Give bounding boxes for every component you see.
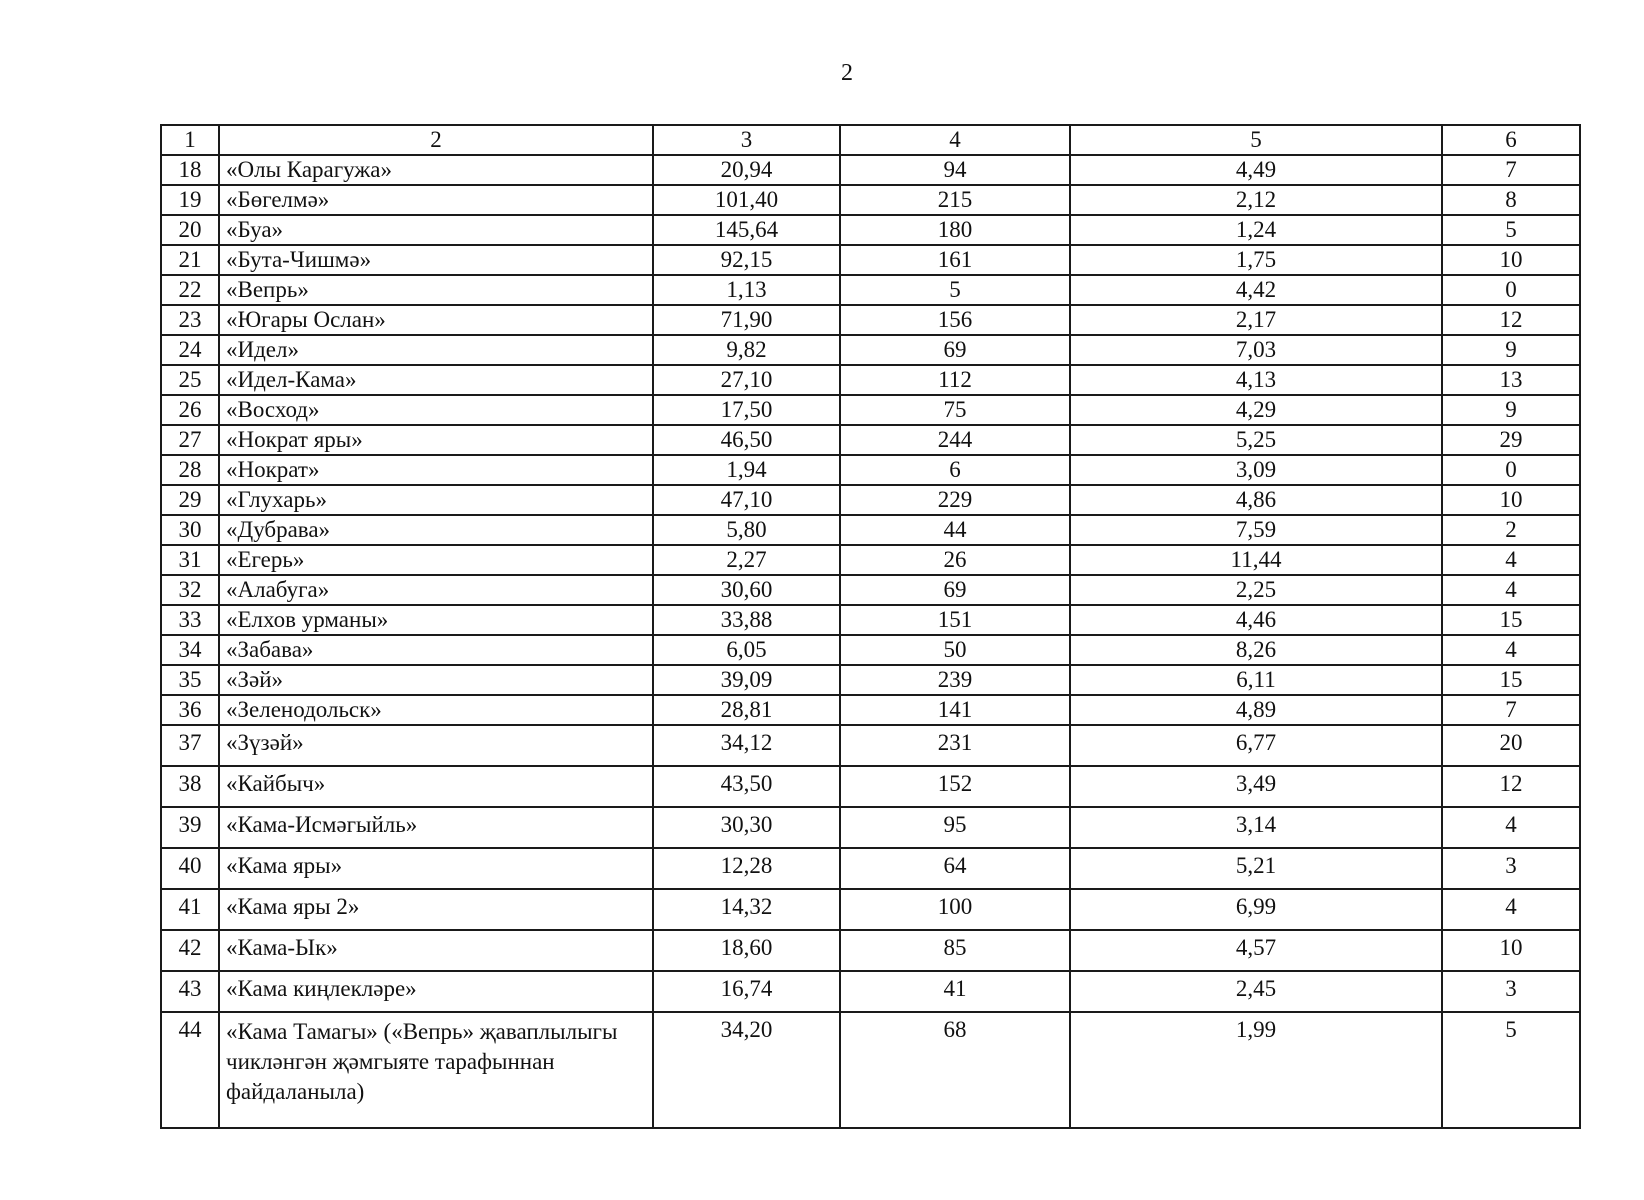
row-number-cell: 22 (161, 275, 219, 305)
column-3-cell: 14,32 (653, 889, 840, 930)
table-row (161, 335, 1580, 365)
row-number-cell: 42 (161, 930, 219, 971)
column-6-cell: 10 (1442, 930, 1580, 971)
column-4-cell: 180 (840, 215, 1070, 245)
row-number-cell: 38 (161, 766, 219, 807)
table-row (161, 848, 1580, 889)
organization-name-cell: «Кама-Исмәгыйль» (219, 807, 653, 848)
table-row (161, 766, 1580, 807)
column-3-cell: 28,81 (653, 695, 840, 725)
column-5-cell: 4,49 (1070, 155, 1442, 185)
column-3-cell: 17,50 (653, 395, 840, 425)
column-4-cell: 152 (840, 766, 1070, 807)
column-4-cell: 69 (840, 575, 1070, 605)
column-4-cell: 85 (840, 930, 1070, 971)
row-number-cell: 28 (161, 455, 219, 485)
row-number-cell: 20 (161, 215, 219, 245)
column-4-cell: 69 (840, 335, 1070, 365)
column-6-cell: 10 (1442, 485, 1580, 515)
organization-name-cell: «Кайбыч» (219, 766, 653, 807)
column-6-cell: 12 (1442, 766, 1580, 807)
row-number-cell: 41 (161, 889, 219, 930)
column-6-cell: 0 (1442, 455, 1580, 485)
row-number-cell: 37 (161, 725, 219, 766)
column-5-cell: 1,24 (1070, 215, 1442, 245)
column-4-cell: 231 (840, 725, 1070, 766)
column-4-cell: 94 (840, 155, 1070, 185)
column-5-cell: 4,86 (1070, 485, 1442, 515)
column-4-cell: 95 (840, 807, 1070, 848)
row-number-cell: 35 (161, 665, 219, 695)
table-row (161, 425, 1580, 455)
column-4-cell: 41 (840, 971, 1070, 1012)
organization-name-cell: «Дубрава» (219, 515, 653, 545)
column-4-cell: 239 (840, 665, 1070, 695)
header-cell-6: 6 (1442, 125, 1580, 155)
column-3-cell: 46,50 (653, 425, 840, 455)
row-number-cell: 44 (161, 1012, 219, 1128)
column-3-cell: 9,82 (653, 335, 840, 365)
table-row (161, 725, 1580, 766)
column-4-cell: 64 (840, 848, 1070, 889)
row-number-cell: 36 (161, 695, 219, 725)
row-number-cell: 29 (161, 485, 219, 515)
column-3-cell: 47,10 (653, 485, 840, 515)
organization-name-cell: «Зәй» (219, 665, 653, 695)
column-3-cell: 34,20 (653, 1012, 840, 1128)
organization-name-cell: «Елхов урманы» (219, 605, 653, 635)
column-5-cell: 6,77 (1070, 725, 1442, 766)
column-6-cell: 15 (1442, 605, 1580, 635)
column-4-cell: 141 (840, 695, 1070, 725)
column-3-cell: 39,09 (653, 665, 840, 695)
column-6-cell: 5 (1442, 215, 1580, 245)
column-4-cell: 50 (840, 635, 1070, 665)
row-number-cell: 30 (161, 515, 219, 545)
header-cell-5: 5 (1070, 125, 1442, 155)
column-3-cell: 1,13 (653, 275, 840, 305)
table-row (161, 155, 1580, 185)
column-6-cell: 3 (1442, 971, 1580, 1012)
column-5-cell: 3,49 (1070, 766, 1442, 807)
column-5-cell: 8,26 (1070, 635, 1442, 665)
organization-name-cell: «Югары Ослан» (219, 305, 653, 335)
table-row (161, 635, 1580, 665)
organization-name-cell: «Алабуга» (219, 575, 653, 605)
column-3-cell: 145,64 (653, 215, 840, 245)
table-row (161, 971, 1580, 1012)
organization-name-cell: «Бута-Чишмә» (219, 245, 653, 275)
column-5-cell: 2,12 (1070, 185, 1442, 215)
column-3-cell: 1,94 (653, 455, 840, 485)
column-3-cell: 101,40 (653, 185, 840, 215)
column-3-cell: 6,05 (653, 635, 840, 665)
column-4-cell: 68 (840, 1012, 1070, 1128)
column-4-cell: 44 (840, 515, 1070, 545)
table-row (161, 605, 1580, 635)
column-6-cell: 10 (1442, 245, 1580, 275)
table-row (161, 930, 1580, 971)
table-row (161, 185, 1580, 215)
row-number-cell: 43 (161, 971, 219, 1012)
header-cell-4: 4 (840, 125, 1070, 155)
table-row (161, 889, 1580, 930)
column-6-cell: 7 (1442, 155, 1580, 185)
column-6-cell: 4 (1442, 545, 1580, 575)
column-3-cell: 12,28 (653, 848, 840, 889)
table-row (161, 275, 1580, 305)
table-row (161, 545, 1580, 575)
column-5-cell: 2,25 (1070, 575, 1442, 605)
organization-name-cell: «Кама киңлекләре» (219, 971, 653, 1012)
column-5-cell: 2,45 (1070, 971, 1442, 1012)
column-5-cell: 1,75 (1070, 245, 1442, 275)
column-4-cell: 151 (840, 605, 1070, 635)
column-5-cell: 4,29 (1070, 395, 1442, 425)
organization-name-cell: «Кама Тамагы» («Вепрь» җаваплылыгы чикләнгән җәмгыяте тарафыннан файдаланыла) (219, 1012, 653, 1128)
column-5-cell: 3,09 (1070, 455, 1442, 485)
row-number-cell: 21 (161, 245, 219, 275)
row-number-cell: 32 (161, 575, 219, 605)
column-6-cell: 5 (1442, 1012, 1580, 1128)
column-4-cell: 75 (840, 395, 1070, 425)
row-number-cell: 27 (161, 425, 219, 455)
column-6-cell: 4 (1442, 575, 1580, 605)
column-3-cell: 33,88 (653, 605, 840, 635)
column-4-cell: 6 (840, 455, 1070, 485)
table-row (161, 485, 1580, 515)
column-5-cell: 1,99 (1070, 1012, 1442, 1128)
organization-name-cell: «Глухарь» (219, 485, 653, 515)
column-6-cell: 20 (1442, 725, 1580, 766)
column-6-cell: 15 (1442, 665, 1580, 695)
row-number-cell: 39 (161, 807, 219, 848)
table-row (161, 515, 1580, 545)
row-number-cell: 34 (161, 635, 219, 665)
column-3-cell: 20,94 (653, 155, 840, 185)
table-header-row (161, 125, 1580, 155)
column-5-cell: 5,21 (1070, 848, 1442, 889)
column-4-cell: 112 (840, 365, 1070, 395)
column-4-cell: 156 (840, 305, 1070, 335)
row-number-cell: 24 (161, 335, 219, 365)
organization-name-cell: «Бөгелмә» (219, 185, 653, 215)
column-5-cell: 6,99 (1070, 889, 1442, 930)
page-number: 2 (841, 60, 853, 86)
table-row (161, 245, 1580, 275)
column-3-cell: 92,15 (653, 245, 840, 275)
column-6-cell: 4 (1442, 889, 1580, 930)
data-table (160, 124, 1581, 1129)
column-4-cell: 26 (840, 545, 1070, 575)
organization-name-cell: «Восход» (219, 395, 653, 425)
organization-name-cell: «Вепрь» (219, 275, 653, 305)
column-6-cell: 13 (1442, 365, 1580, 395)
table-row (161, 1012, 1580, 1128)
column-5-cell: 3,14 (1070, 807, 1442, 848)
column-5-cell: 4,42 (1070, 275, 1442, 305)
row-number-cell: 23 (161, 305, 219, 335)
column-5-cell: 4,46 (1070, 605, 1442, 635)
column-5-cell: 7,03 (1070, 335, 1442, 365)
row-number-cell: 33 (161, 605, 219, 635)
column-4-cell: 100 (840, 889, 1070, 930)
table-row (161, 695, 1580, 725)
table-row (161, 395, 1580, 425)
column-3-cell: 2,27 (653, 545, 840, 575)
column-6-cell: 0 (1442, 275, 1580, 305)
column-3-cell: 71,90 (653, 305, 840, 335)
column-5-cell: 5,25 (1070, 425, 1442, 455)
column-6-cell: 8 (1442, 185, 1580, 215)
table-body (161, 125, 1580, 1128)
column-6-cell: 7 (1442, 695, 1580, 725)
header-cell-2: 2 (219, 125, 653, 155)
organization-name-cell: «Нократ» (219, 455, 653, 485)
row-number-cell: 18 (161, 155, 219, 185)
organization-name-cell: «Кама-Ык» (219, 930, 653, 971)
column-6-cell: 29 (1442, 425, 1580, 455)
organization-name-cell: «Зеленодольск» (219, 695, 653, 725)
column-3-cell: 5,80 (653, 515, 840, 545)
column-6-cell: 4 (1442, 807, 1580, 848)
organization-name-cell: «Кама яры» (219, 848, 653, 889)
header-cell-1: 1 (161, 125, 219, 155)
column-3-cell: 30,30 (653, 807, 840, 848)
column-3-cell: 18,60 (653, 930, 840, 971)
column-5-cell: 4,89 (1070, 695, 1442, 725)
header-cell-3: 3 (653, 125, 840, 155)
organization-name-cell: «Идел-Кама» (219, 365, 653, 395)
column-6-cell: 12 (1442, 305, 1580, 335)
column-3-cell: 43,50 (653, 766, 840, 807)
column-4-cell: 5 (840, 275, 1070, 305)
table-row (161, 365, 1580, 395)
organization-name-cell: «Нократ яры» (219, 425, 653, 455)
table-row (161, 807, 1580, 848)
table-row (161, 455, 1580, 485)
organization-name-cell: «Зүзәй» (219, 725, 653, 766)
row-number-cell: 19 (161, 185, 219, 215)
column-3-cell: 30,60 (653, 575, 840, 605)
column-6-cell: 9 (1442, 335, 1580, 365)
column-5-cell: 2,17 (1070, 305, 1442, 335)
table-row (161, 575, 1580, 605)
column-5-cell: 4,57 (1070, 930, 1442, 971)
organization-name-cell: «Идел» (219, 335, 653, 365)
organization-name-cell: «Олы Карагужа» (219, 155, 653, 185)
column-5-cell: 6,11 (1070, 665, 1442, 695)
column-5-cell: 4,13 (1070, 365, 1442, 395)
column-3-cell: 27,10 (653, 365, 840, 395)
column-4-cell: 229 (840, 485, 1070, 515)
column-5-cell: 11,44 (1070, 545, 1442, 575)
row-number-cell: 25 (161, 365, 219, 395)
row-number-cell: 31 (161, 545, 219, 575)
row-number-cell: 40 (161, 848, 219, 889)
column-5-cell: 7,59 (1070, 515, 1442, 545)
table-row (161, 215, 1580, 245)
column-4-cell: 161 (840, 245, 1070, 275)
table-row (161, 305, 1580, 335)
organization-name-cell: «Забава» (219, 635, 653, 665)
column-6-cell: 9 (1442, 395, 1580, 425)
row-number-cell: 26 (161, 395, 219, 425)
column-4-cell: 215 (840, 185, 1070, 215)
column-6-cell: 3 (1442, 848, 1580, 889)
column-6-cell: 4 (1442, 635, 1580, 665)
organization-name-cell: «Егерь» (219, 545, 653, 575)
column-4-cell: 244 (840, 425, 1070, 455)
column-3-cell: 34,12 (653, 725, 840, 766)
organization-name-cell: «Буа» (219, 215, 653, 245)
table-row (161, 665, 1580, 695)
column-3-cell: 16,74 (653, 971, 840, 1012)
organization-name-cell: «Кама яры 2» (219, 889, 653, 930)
column-6-cell: 2 (1442, 515, 1580, 545)
